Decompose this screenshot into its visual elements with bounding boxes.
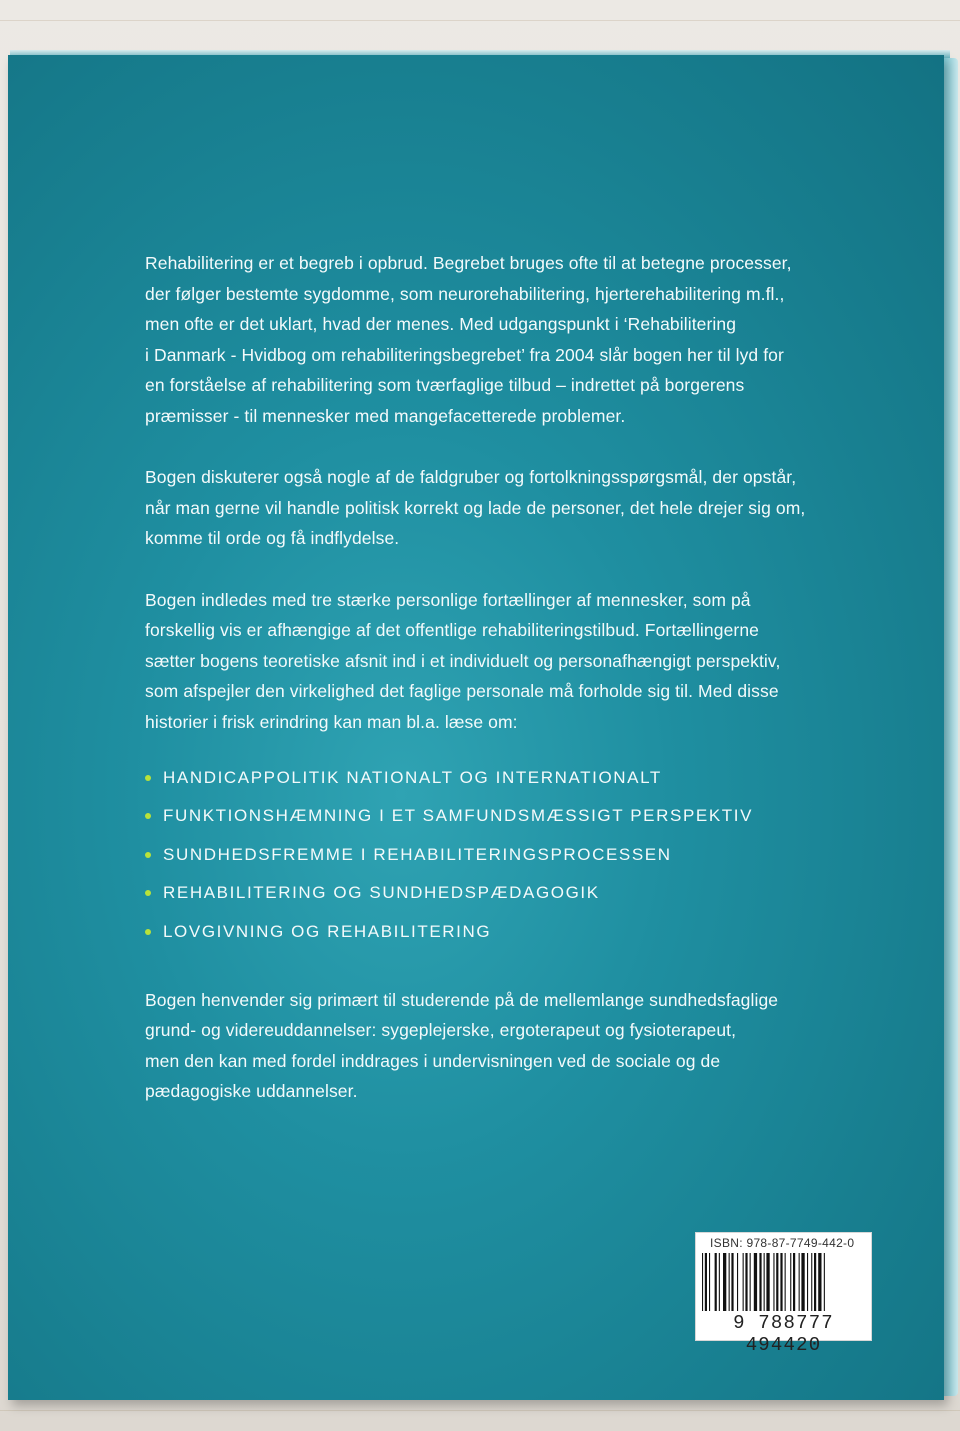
- isbn-label: ISBN: 978-87-7749-442-0: [710, 1236, 855, 1250]
- wood-grain: [0, 1410, 960, 1411]
- blurb-text: [145, 248, 835, 1138]
- barcode-digits: 9 788777 494420: [733, 1312, 834, 1356]
- list-item-label: SUNDHEDSFREMME I REHABILITERINGSPROCESSEN: [163, 844, 672, 864]
- bullet-icon: [145, 890, 151, 896]
- list-item: [145, 874, 835, 912]
- bullet-icon: [145, 775, 151, 781]
- paragraph-1: Rehabilitering er et begreb i opbrud. Begrebet bruges ofte til at betegne processer, der følger bestemte sygdomme, som neurorehabilitering, hjerterehabilitering m.fl., men ofte er det uklart, hvad der menes. Med udgangspunkt i ‘Rehabilitering i Danmark - Hvidbog om rehabiliteringsbegrebet’ fra 2004 slår bogen her til lyd for en forståelse af rehabilitering som tværfaglige tilbud – indrettet på borgerens præmisser - til mennesker med mangefacetterede problemer.: [145, 253, 792, 426]
- topic-list: [145, 759, 835, 951]
- list-item: [145, 836, 835, 874]
- closing-paragraph: Bogen henvender sig primært til studerende på de mellemlange sundhedsfaglige grund- og videreuddannelser: sygeplejerske, ergoterapeut og fysioterapeut, men den kan med fordel inddrages i undervisningen ved de sociale og de pædagogiske uddannelser.: [145, 989, 779, 1102]
- list-item: [145, 913, 835, 951]
- bullet-icon: [145, 929, 151, 935]
- list-item: [145, 759, 835, 797]
- bullet-icon: [145, 852, 151, 858]
- list-item-label: HANDICAPPOLITIK NATIONALT OG INTERNATIONALT: [163, 768, 662, 787]
- paragraph-3: Bogen indledes med tre stærke personlige fortællinger af mennesker, som på forskellig vis er afhængige af det offentlige rehabiliteringstilbud. Fortællingerne sætter bogens teoretiske afsnit ind i et individuelt og personafhængigt perspektiv, som afspejler den virkelighed det faglige personale må forholde sig til. Med disse historier i frisk erindring kan man bl.a. læse om:: [145, 589, 781, 732]
- barcode-icon: [700, 1253, 867, 1313]
- isbn-barcode: [695, 1232, 872, 1356]
- list-item: [145, 797, 835, 835]
- paragraph-2: Bogen diskuterer også nogle af de faldgruber og fortolkningsspørgsmål, der opstår, når man gerne vil handle politisk korrekt og lade de personer, det hele drejer sig om, komme til orde og få indflydelse.: [145, 467, 806, 548]
- wood-grain: [0, 20, 960, 21]
- list-item-label: LOVGIVNING OG REHABILITERING: [163, 921, 492, 941]
- bullet-icon: [145, 813, 151, 819]
- list-item-label: REHABILITERING OG SUNDHEDSPÆDAGOGIK: [163, 883, 600, 903]
- list-item-label: FUNKTIONSHÆMNING I ET SAMFUNDSMÆSSIGT PERSPEKTIV: [163, 806, 754, 826]
